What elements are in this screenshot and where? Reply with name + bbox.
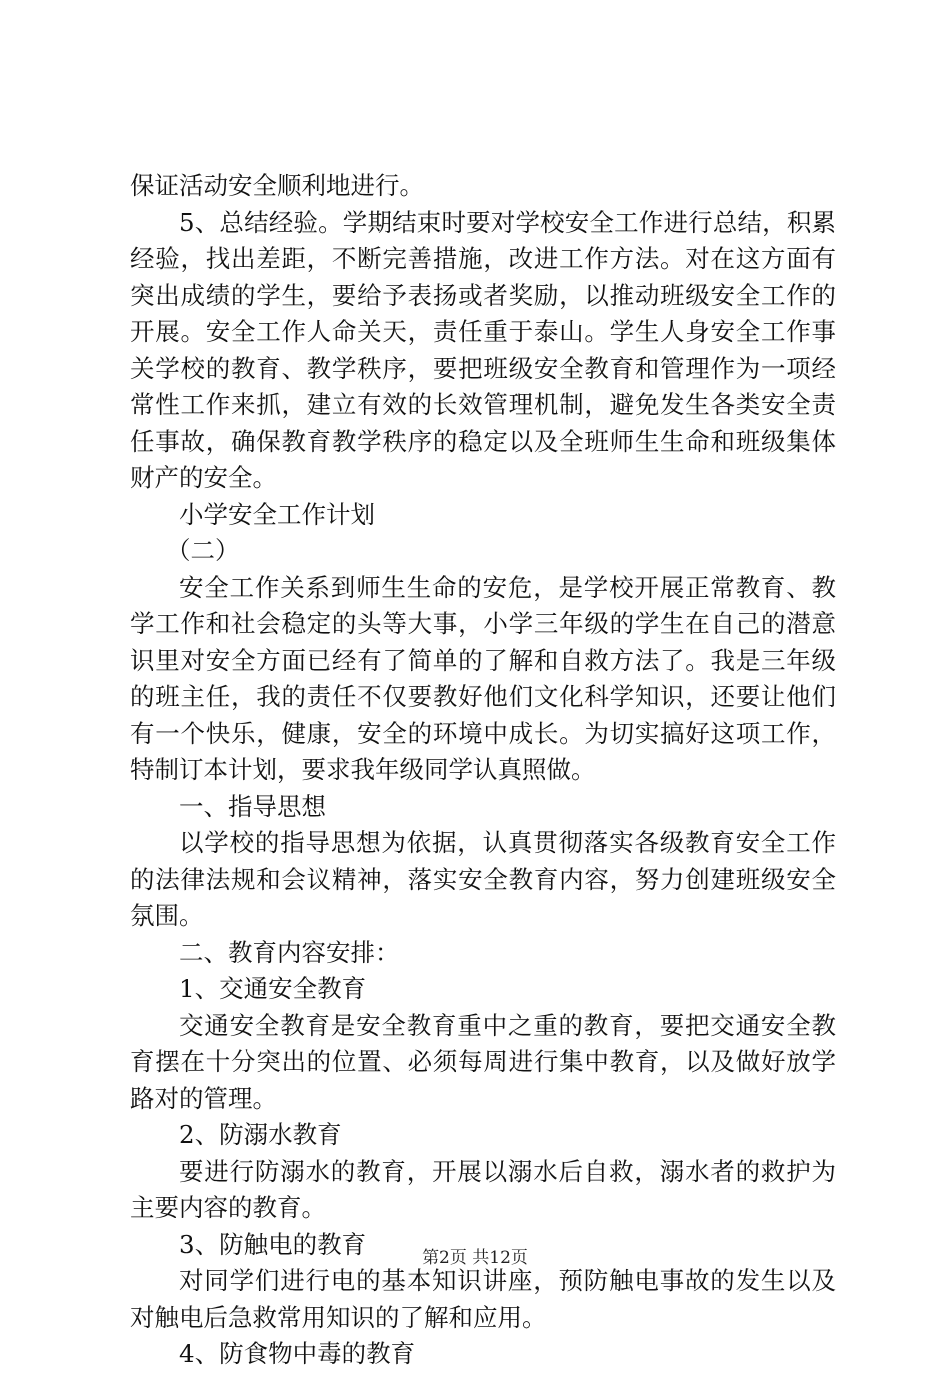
heading-guiding-thought: 一、指导思想 (179, 791, 326, 821)
heading-food-poisoning: 4、防食物中毒的教育 (179, 1339, 416, 1368)
heading-education-content: 二、教育内容安排： (179, 937, 400, 967)
page-footer: 第2页 共12页 (422, 1248, 528, 1268)
body-text (130, 168, 836, 1373)
section-number: （二） (166, 536, 240, 565)
paragraph-traffic-safety: 交通安全教育是安全教育重中之重的教育，要把交通安全教育摆在十分突出的位置、必须每周进行集中教育，以及做好放学路对的管理。 (130, 1010, 836, 1113)
paragraph-electric-shock: 对同学们进行电的基本知识讲座，预防触电事故的发生以及对触电后急救常用知识的了解和应用。 (130, 1266, 836, 1332)
heading-electric-shock: 3、防触电的教育 (179, 1229, 367, 1259)
heading-traffic-safety: 1、交通安全教育 (179, 974, 367, 1003)
paragraph-summary: 5、总结经验。学期结束时要对学校安全工作进行总结，积累经验，找出差距，不断完善措施，改进工作方法。对在这方面有突出成绩的学生，要给予表扬或者奖励，以推动班级安全工作的开展。安全工作人命关天，责任重于泰山。学生人身安全工作事关学校的教育、教学秩序，要把班级安全教育和管理作为一项经常性工作来抓，建立有效的长效管理机制，避免发生各类安全责任事故，确保教育教学秩序的稳定以及全班师生生命和班级集体财产的安全。 (130, 207, 836, 492)
paragraph-guiding-thought: 以学校的指导思想为依据，认真贯彻落实各级教育安全工作的法律法规和会议精神，落实安全教育内容，努力创建班级安全氛围。 (130, 828, 836, 930)
paragraph-continuation: 保证活动安全顺利地进行。 (130, 171, 424, 200)
section-title: 小学安全工作计划 (179, 499, 375, 529)
heading-drowning: 2、防溺水教育 (179, 1120, 342, 1149)
paragraph-drowning: 要进行防溺水的教育，开展以溺水后自救，溺水者的救护为主要内容的教育。 (130, 1156, 836, 1222)
paragraph-intro: 安全工作关系到师生生命的安危，是学校开展正常教育、教学工作和社会稳定的头等大事，小学三年级的学生在自己的潜意识里对安全方面已经有了简单的了解和自救方法了。我是三年级的班主任，我的责任不仅要教好他们文化科学知识，还要让他们有一个快乐，健康，安全的环境中成长。为切实搞好这项工作，特制订本计划，要求我年级同学认真照做。 (130, 572, 836, 784)
